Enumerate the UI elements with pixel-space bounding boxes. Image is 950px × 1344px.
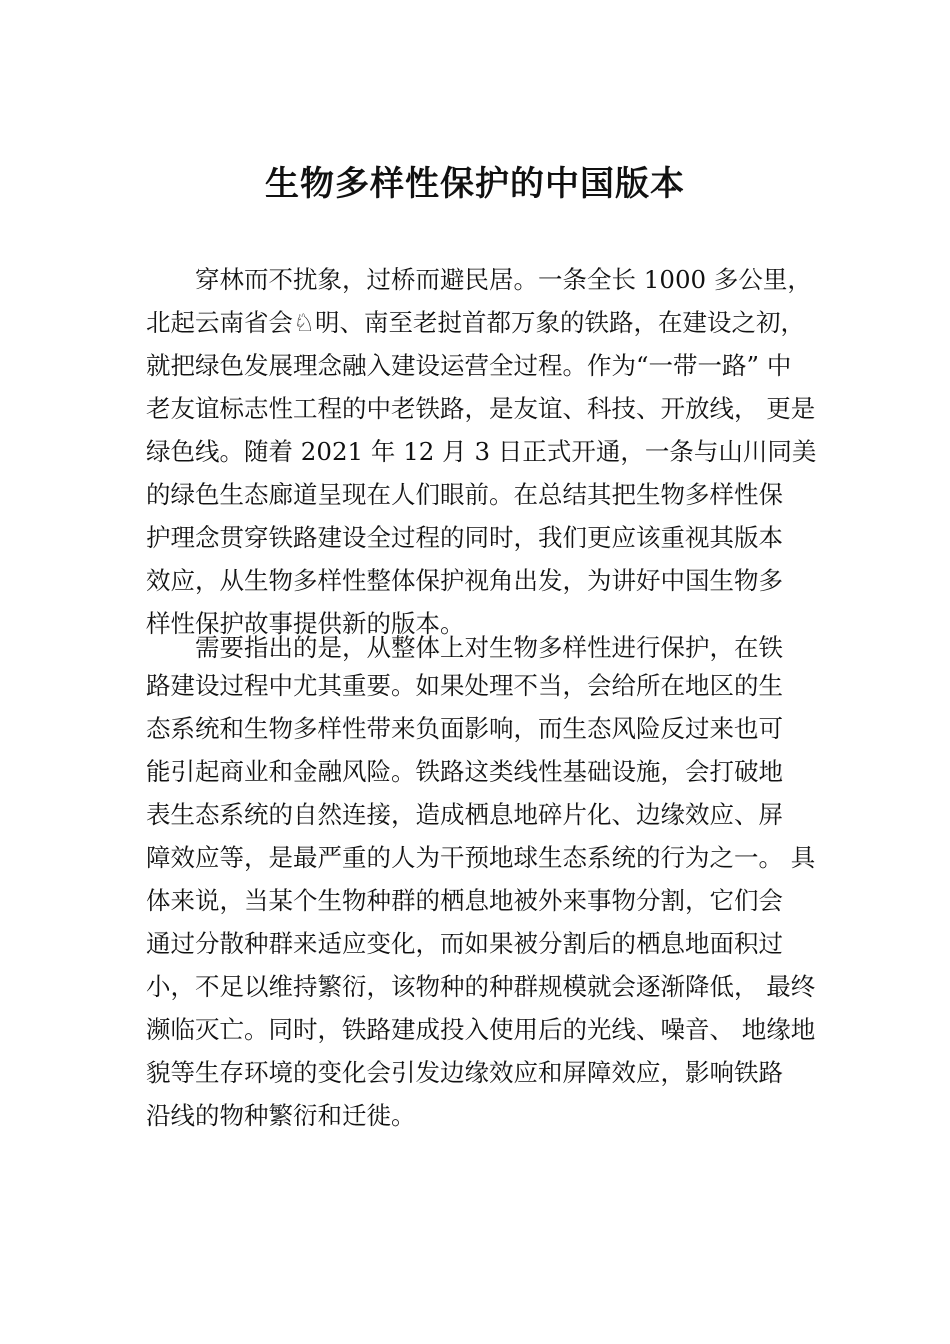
document-title: 生物多样性保护的中国版本 <box>265 164 685 204</box>
paragraph-2-line: 路建设过程中尤其重要。如果处理不当，会给所在地区的生 <box>146 671 783 700</box>
paragraph-1-line: 老友谊标志性工程的中老铁路，是友谊、科技、开放线， 更是 <box>146 394 816 423</box>
paragraph-1-line: 样性保护故事提供新的版本。 <box>146 609 465 638</box>
paragraph-1-line: 绿色线。随着 2021 年 12 月 3 日正式开通，一条与山川同美 <box>146 437 817 466</box>
paragraph-1-line: 北起云南省会♘明、南至老挝首都万象的铁路，在建设之初， <box>146 308 805 337</box>
paragraph-1-line: 护理念贯穿铁路建设全过程的同时，我们更应该重视其版本 <box>146 523 783 552</box>
paragraph-2-line: 表生态系统的自然连接，造成栖息地碎片化、边缘效应、屏 <box>146 800 783 829</box>
paragraph-2-line: 障效应等，是最严重的人为干预地球生态系统的行为之一。 具 <box>146 843 816 872</box>
paragraph-2-line: 貌等生存环境的变化会引发边缘效应和屏障效应，影响铁路 <box>146 1058 783 1087</box>
paragraph-2-line: 态系统和生物多样性带来负面影响，而生态风险反过来也可 <box>146 714 783 743</box>
paragraph-1-line: 的绿色生态廊道呈现在人们眼前。在总结其把生物多样性保 <box>146 480 783 509</box>
paragraph-1-line: 穿林而不扰象，过桥而避民居。一条全长 1000 多公里， <box>195 265 812 294</box>
paragraph-2-line: 濒临灭亡。同时，铁路建成投入使用后的光线、噪音、 地缘地 <box>146 1015 816 1044</box>
paragraph-2-line: 小，不足以维持繁衍，该物种的种群规模就会逐渐降低， 最终 <box>146 972 816 1001</box>
paragraph-1-line: 就把绿色发展理念融入建设运营全过程。作为“一带一路” 中 <box>146 351 792 380</box>
paragraph-2-line: 沿线的物种繁衍和迁徙。 <box>146 1101 416 1130</box>
paragraph-2-line: 需要指出的是，从整体上对生物多样性进行保护，在铁 <box>195 633 783 662</box>
paragraph-2-line: 通过分散种群来适应变化，而如果被分割后的栖息地面积过 <box>146 929 783 958</box>
paragraph-2-line: 能引起商业和金融风险。铁路这类线性基础设施，会打破地 <box>146 757 783 786</box>
paragraph-2-line: 体来说，当某个生物种群的栖息地被外来事物分割，它们会 <box>146 886 783 915</box>
paragraph-1-line: 效应，从生物多样性整体保护视角出发，为讲好中国生物多 <box>146 566 783 595</box>
